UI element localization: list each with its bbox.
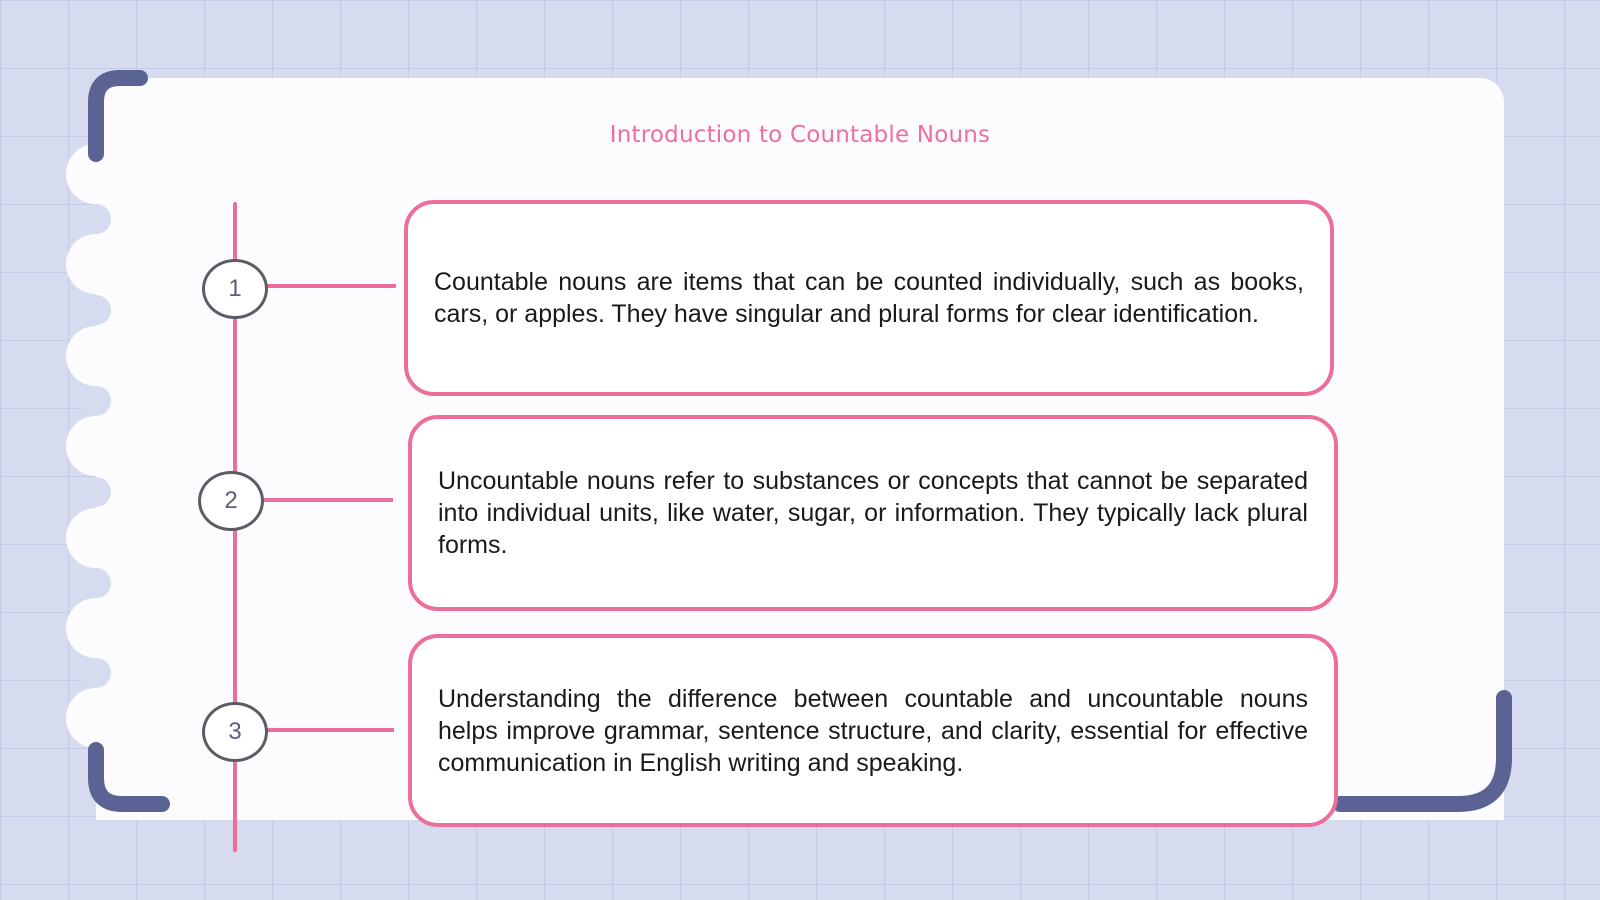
- step-number-badge: 3: [202, 702, 268, 762]
- step-card: [408, 415, 1338, 611]
- step-description: Understanding the difference between countable and uncountable nouns helps improve grammar, sentence structure, and clarity, essential for effective communication in English writing and speaking.: [438, 684, 1308, 777]
- step-number-badge: 2: [198, 471, 264, 531]
- step-description: Uncountable nouns refer to substances or concepts that cannot be separated into individual units, like water, sugar, or information. They typically lack plural forms.: [438, 467, 1308, 559]
- step-connector: [266, 728, 394, 732]
- step-description: Countable nouns are items that can be counted individually, such as books, cars, or apples. They have singular and plural forms for clear identification.: [434, 268, 1304, 328]
- step-card: [408, 634, 1338, 827]
- slide-title: Introduction to Countable Nouns: [609, 122, 991, 148]
- step-card: [404, 200, 1334, 396]
- step-connector: [266, 284, 396, 288]
- step-connector: [263, 498, 393, 502]
- step-number-badge: 1: [202, 259, 268, 319]
